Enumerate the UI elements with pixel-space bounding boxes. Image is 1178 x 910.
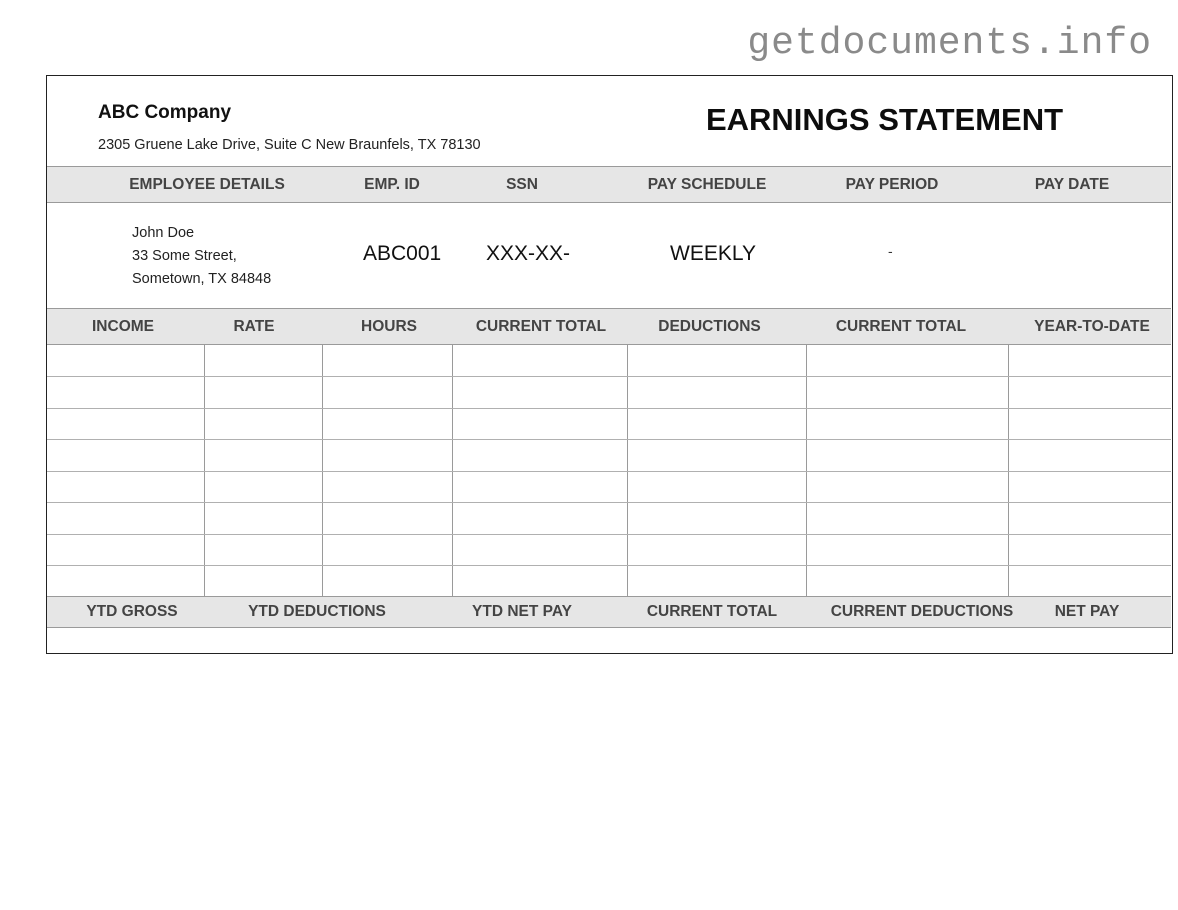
header-rate: RATE	[233, 317, 275, 335]
employee-city: Sometown, TX 84848	[132, 271, 272, 287]
pay-period-value: -	[888, 243, 893, 259]
header-current-total: CURRENT TOTAL	[475, 317, 607, 335]
pay-schedule-value: WEEKLY	[670, 242, 756, 265]
employee-address-block	[132, 222, 271, 291]
employee-id-value: ABC001	[363, 242, 442, 265]
row-divider	[47, 565, 1171, 566]
header-deductions: DEDUCTIONS	[658, 317, 761, 335]
employee-name: John Doe	[132, 225, 195, 241]
employee-header-band	[47, 166, 1171, 203]
earnings-header-band	[47, 308, 1171, 345]
row-divider	[47, 534, 1171, 535]
header-emp-id: EMP. ID	[364, 175, 420, 193]
header-ytd-net-pay: YTD NET PAY	[472, 603, 572, 620]
header-pay-date: PAY DATE	[1034, 175, 1110, 193]
header-deductions-current-total: CURRENT TOTAL	[835, 317, 967, 335]
header-income: INCOME	[92, 317, 154, 335]
employee-street: 33 Some Street,	[132, 248, 237, 264]
row-divider	[47, 408, 1171, 409]
row-divider	[47, 502, 1171, 503]
header-year-to-date: YEAR-TO-DATE	[1034, 317, 1150, 335]
row-divider	[47, 471, 1171, 472]
header-ytd-deductions: YTD DEDUCTIONS	[248, 603, 386, 620]
header-current-deductions: CURRENT DEDUCTIONS	[830, 603, 1014, 620]
company-address: 2305 Gruene Lake Drive, Suite C New Braunfels, TX 78130	[98, 137, 481, 153]
header-pay-period: PAY PERIOD	[845, 175, 939, 193]
earnings-statement	[46, 75, 1173, 654]
earnings-table	[47, 345, 1171, 596]
watermark: getdocuments.info	[747, 22, 1152, 65]
header-ssn: SSN	[506, 175, 538, 193]
header-employee-details: EMPLOYEE DETAILS	[129, 175, 285, 193]
header-ytd-gross: YTD GROSS	[86, 603, 178, 620]
row-divider	[47, 439, 1171, 440]
summary-header-band	[47, 596, 1171, 628]
row-divider	[47, 376, 1171, 377]
header-hours: HOURS	[361, 317, 417, 335]
company-name: ABC Company	[98, 102, 232, 123]
header-pay-schedule: PAY SCHEDULE	[647, 175, 767, 193]
employee-ssn-value: XXX-XX-	[486, 242, 571, 265]
document-title: EARNINGS STATEMENT	[705, 102, 1064, 137]
header-net-pay: NET PAY	[1054, 603, 1120, 620]
header-summary-current-total: CURRENT TOTAL	[646, 603, 778, 620]
